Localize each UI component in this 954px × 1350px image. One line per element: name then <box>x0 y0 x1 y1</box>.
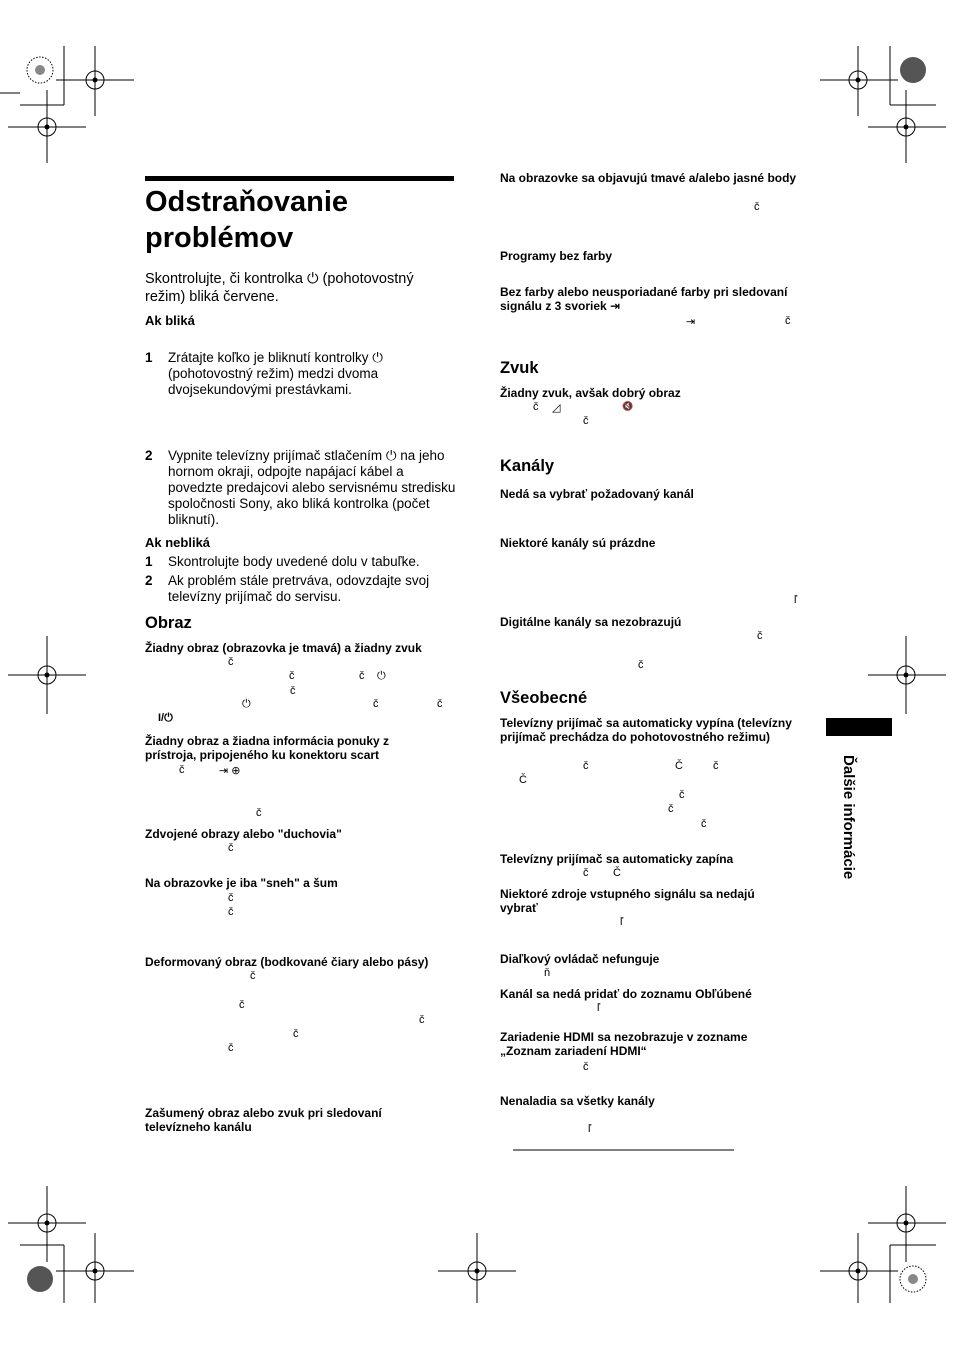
side-tab-marker <box>826 718 892 736</box>
frag-c: č <box>701 818 707 830</box>
frag-c: č <box>533 401 539 413</box>
frag-l: ľ <box>620 916 624 928</box>
item-snow: Na obrazovke je iba "sneh" a šum <box>145 876 338 890</box>
frag-c: č <box>638 659 644 671</box>
frag-C: Č <box>519 774 527 786</box>
not-blinking-step2-text: Ak problém stále pretrváva, odovzdajte svoj televízny prijímač do servisu. <box>168 573 430 604</box>
frag-c: č <box>679 789 685 801</box>
item-no-color: Programy bez farby <box>500 249 613 263</box>
frag-c: č <box>713 760 719 772</box>
frag-c: č <box>754 201 760 213</box>
item-auto-off: Televízny prijímač sa automaticky vypína (televízny prijímač prechádza do pohotovostného režimu) <box>500 716 792 744</box>
item-dots: Na obrazovke sa objavujú tmavé a/alebo jasné body <box>500 171 797 185</box>
frag-c: č <box>668 803 674 815</box>
frag-n: ň <box>544 967 551 979</box>
frag-c: č <box>239 999 245 1011</box>
frag-c: č <box>785 315 791 327</box>
item-double-images: Zdvojené obrazy alebo "duchovia" <box>145 827 342 841</box>
title-rule <box>145 176 454 181</box>
side-tab-label: Ďalšie informácie <box>840 755 857 880</box>
frag-c: č <box>583 867 589 879</box>
not-blinking-step2-number: 2 <box>145 573 153 588</box>
frag-c: č <box>228 656 234 668</box>
power-icon: ⏻ <box>242 698 251 710</box>
frag-c: č <box>179 764 185 776</box>
item-empty-channels: Niektoré kanály sú prázdne <box>500 536 656 550</box>
frag-c: č <box>289 670 295 682</box>
item-distorted: Deformovaný obraz (bodkované čiary alebo pásy) <box>145 955 429 969</box>
power-switch-icon: I/⏻ <box>158 712 173 724</box>
frag-l: ľ <box>588 1123 592 1135</box>
frag-c: č <box>583 1061 589 1073</box>
frag-c: č <box>583 415 589 427</box>
not-blinking-step1-number: 1 <box>145 554 153 569</box>
blinking-step2-number: 2 <box>145 448 153 463</box>
item-bad-color: Bez farby alebo neusporiadané farby pri sledovaní signálu z 3 svoriek ⇥ <box>500 285 788 313</box>
frag-c: č <box>256 807 262 819</box>
item-input-unselectable: Niektoré zdroje vstupného signálu sa nedajú vybrať <box>500 887 755 915</box>
frag-c: č <box>250 970 256 982</box>
frag-C: Č <box>675 760 683 772</box>
blinking-heading: Ak bliká <box>145 313 195 328</box>
frag-c: č <box>228 842 234 854</box>
item-noisy: Zašumený obraz alebo zvuk pri sledovaní televízneho kanálu <box>145 1106 382 1134</box>
power-icon: ⏻ <box>377 670 386 682</box>
item-remote: Diaľkový ovládač nefunguje <box>500 952 660 966</box>
not-blinking-heading: Ak nebliká <box>145 535 211 550</box>
input-icon: ⇥ <box>686 316 696 328</box>
item-hdmi: Zariadenie HDMI sa nezobrazuje v zozname „Zoznam zariadení HDMI“ <box>500 1030 748 1058</box>
blinking-step2-text: Vypnite televízny prijímač stlačením ⏻ na jeho hornom okraji, odpojte napájací kábel a povedzte predajcovi alebo servisnému stredisku spoločnosti Sony, ako bliká kontrolka (počet bliknutí). <box>168 448 456 527</box>
item-not-all-tuned: Nenaladia sa všetky kanály <box>500 1094 655 1108</box>
frag-c: č <box>290 685 296 697</box>
frag-l: ľ <box>597 1002 601 1014</box>
frag-c: č <box>228 892 234 904</box>
frag-c: č <box>583 760 589 772</box>
section-channels: Kanály <box>500 457 555 475</box>
blinking-step1-text: Zrátajte koľko je bliknutí kontrolky ⏻ (pohotovostný režim) medzi dvoma dvojsekundovými prestávkami. <box>168 350 383 397</box>
section-picture: Obraz <box>145 614 192 632</box>
frag-c: č <box>293 1028 299 1040</box>
mute-icon: 🔇 <box>622 401 634 411</box>
frag-c: č <box>437 698 443 710</box>
item-no-picture-scart: Žiadny obraz a žiadna informácia ponuky z prístroja, pripojeného ku konektoru scart <box>145 734 390 762</box>
item-cant-select: Nedá sa vybrať požadovaný kanál <box>500 487 694 501</box>
item-no-digital: Digitálne kanály sa nezobrazujú <box>500 615 682 629</box>
section-sound: Zvuk <box>500 359 539 377</box>
page-title-line1: Odstraňovanie <box>145 186 349 218</box>
section-general: Všeobecné <box>500 689 588 707</box>
page-title-line2: problémov <box>145 222 294 254</box>
not-blinking-step1-text: Skontrolujte body uvedené dolu v tabuľke. <box>168 554 420 569</box>
item-favourites: Kanál sa nedá pridať do zoznamu Obľúbené <box>500 987 752 1001</box>
intro-text: Skontrolujte, či kontrolka ⏻ (pohotovostný režim) bliká červene. <box>145 271 414 305</box>
frag-c: č <box>757 630 763 642</box>
frag-c: č <box>359 670 365 682</box>
volume-icon: ◿ <box>552 402 561 414</box>
input-icons: ⇥ ⊕ <box>219 765 241 777</box>
frag-c: č <box>419 1014 425 1026</box>
frag-l: ľ <box>794 594 798 606</box>
item-no-sound: Žiadny zvuk, avšak dobrý obraz <box>500 386 681 400</box>
frag-c: č <box>373 698 379 710</box>
blinking-step1-number: 1 <box>145 350 153 365</box>
item-no-picture: Žiadny obraz (obrazovka je tmavá) a žiadny zvuk <box>145 641 422 655</box>
frag-C: Č <box>613 867 621 879</box>
item-auto-on: Televízny prijímač sa automaticky zapína <box>500 852 734 866</box>
frag-c: č <box>228 906 234 918</box>
frag-c: č <box>228 1042 234 1054</box>
